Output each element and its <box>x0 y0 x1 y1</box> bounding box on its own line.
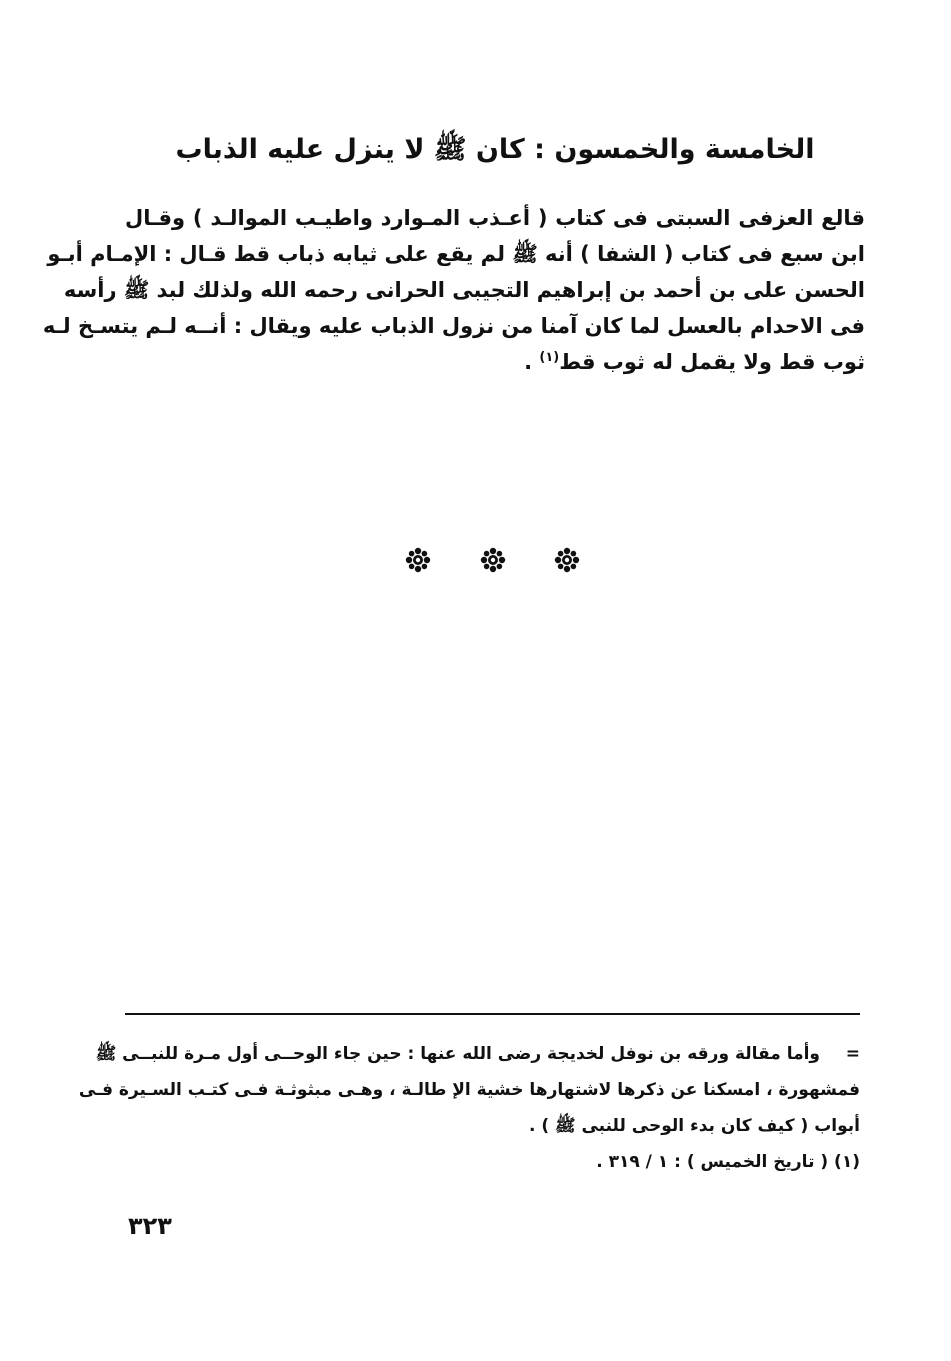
footnote-continuation-line: أبواب ( كيف كان بدء الوحى للنبى ﷺ ) . <box>528 1116 860 1136</box>
footnote-reference: (١) <box>539 350 560 365</box>
footnote-text: وأما مقالة ورقه بن نوفل لخديجة رضى الله عنها : حين جاء الوحــى أول مـرة للنبــى ﷺ <box>95 1044 820 1064</box>
rosette-ornament-icon <box>405 547 431 573</box>
body-line: قالع العزفى السبتى فى كتاب ( أعـذب المـوارد واطيـب الموالـد ) وقـال <box>125 206 865 230</box>
body-last-end: . <box>524 350 540 374</box>
body-paragraph <box>42 200 865 380</box>
continuation-marker: = <box>845 1044 860 1064</box>
rosette-ornament-icon <box>554 547 580 573</box>
body-line: فى الاحدام بالعسل لما كان آمنا من نزول الذباب عليه ويقال : أنــه لـم يتسـخ لـه <box>42 314 865 338</box>
footnotes-block <box>78 1036 860 1180</box>
body-line-last <box>125 344 865 380</box>
footnote-1: (١) ( تاريخ الخميس ) : ١ / ٣١٩ . <box>596 1152 860 1172</box>
body-last-text: ثوب قط ولا يقمل له ثوب قط <box>559 350 865 374</box>
page-number: ٣٢٣ <box>128 1212 172 1240</box>
footnote-continuation-line: فمشهورة ، امسكنا عن ذكرها لاشتهارها خشية الإ طالـة ، وهـى مبثوثـة فـى كتـب السـيرة فـى <box>78 1080 860 1100</box>
body-line: الحسن على بن أحمد بن إبراهيم التجيبى الحرانى رحمه الله ولذلك لبد ﷺ رأسه <box>63 278 865 302</box>
footnote-continuation-line <box>95 1036 860 1072</box>
body-line: ابن سبع فى كتاب ( الشفا ) أنه ﷺ لم يقع على ثيابه ذباب قط قـال : الإمـام أبـو <box>47 242 865 266</box>
footnote-separator-rule <box>125 1013 860 1015</box>
rosette-ornament-icon <box>480 547 506 573</box>
section-heading: الخامسة والخمسون : كان ﷺ لا ينزل عليه الذباب <box>175 134 815 165</box>
section-divider-ornaments <box>405 546 580 574</box>
